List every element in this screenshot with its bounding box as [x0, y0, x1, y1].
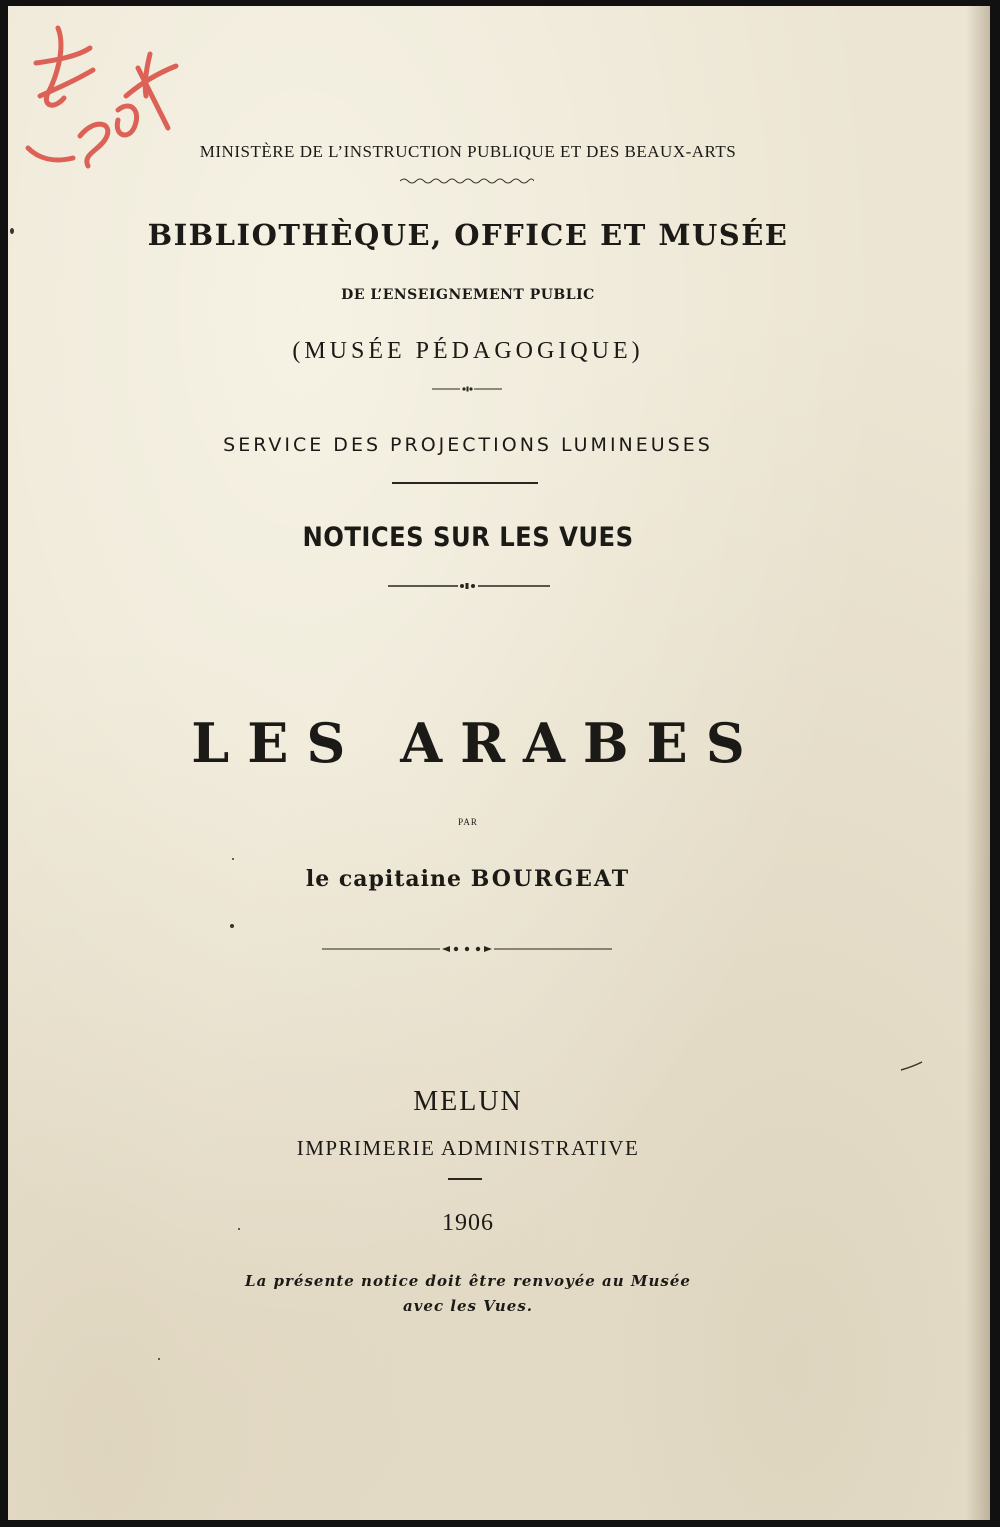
paper-speck	[230, 924, 234, 928]
paper-speck	[238, 1228, 240, 1230]
page-edge-shadow	[966, 6, 990, 1520]
institution-subtitle: DE L’ENSEIGNEMENT PUBLIC	[341, 287, 595, 303]
author-line	[8, 866, 928, 892]
paper-speck	[10, 228, 14, 234]
paper-speck	[158, 1358, 160, 1360]
institution-title: BIBLIOTHÈQUE, OFFICE ET MUSÉE	[147, 218, 789, 252]
return-notice-line-1: La présente notice doit être renvoyée au Musée	[245, 1272, 691, 1290]
publication-city: MELUN	[413, 1086, 523, 1117]
wavy-rule	[400, 176, 534, 186]
series-title: NOTICES SUR LES VUES	[302, 522, 634, 553]
paper-scratch	[900, 1058, 924, 1074]
ornament-rule	[388, 581, 550, 591]
publication-year: 1906	[442, 1210, 494, 1236]
museum-name: (MUSÉE PÉDAGOGIQUE)	[292, 338, 644, 364]
long-ornament-rule	[322, 944, 612, 954]
printer-name: IMPRIMERIE ADMINISTRATIVE	[296, 1136, 640, 1160]
service-line: SERVICE DES PROJECTIONS LUMINEUSES	[223, 434, 713, 456]
horizontal-rule	[392, 482, 538, 484]
handwritten-mark	[18, 18, 188, 198]
small-ornament-rule	[432, 385, 502, 393]
short-rule	[448, 1178, 482, 1180]
by-line: PAR	[458, 817, 478, 827]
ministry-line: MINISTÈRE DE L’INSTRUCTION PUBLIQUE ET DES BEAUX-ARTS	[199, 142, 737, 161]
author-name: BOURGEAT	[470, 866, 631, 892]
author-prefix: le capitaine	[305, 866, 463, 892]
document-title: LES ARABES	[191, 711, 763, 775]
document-page	[8, 6, 990, 1520]
return-notice-line-2: avec les Vues.	[402, 1297, 534, 1315]
paper-speck	[232, 858, 234, 860]
